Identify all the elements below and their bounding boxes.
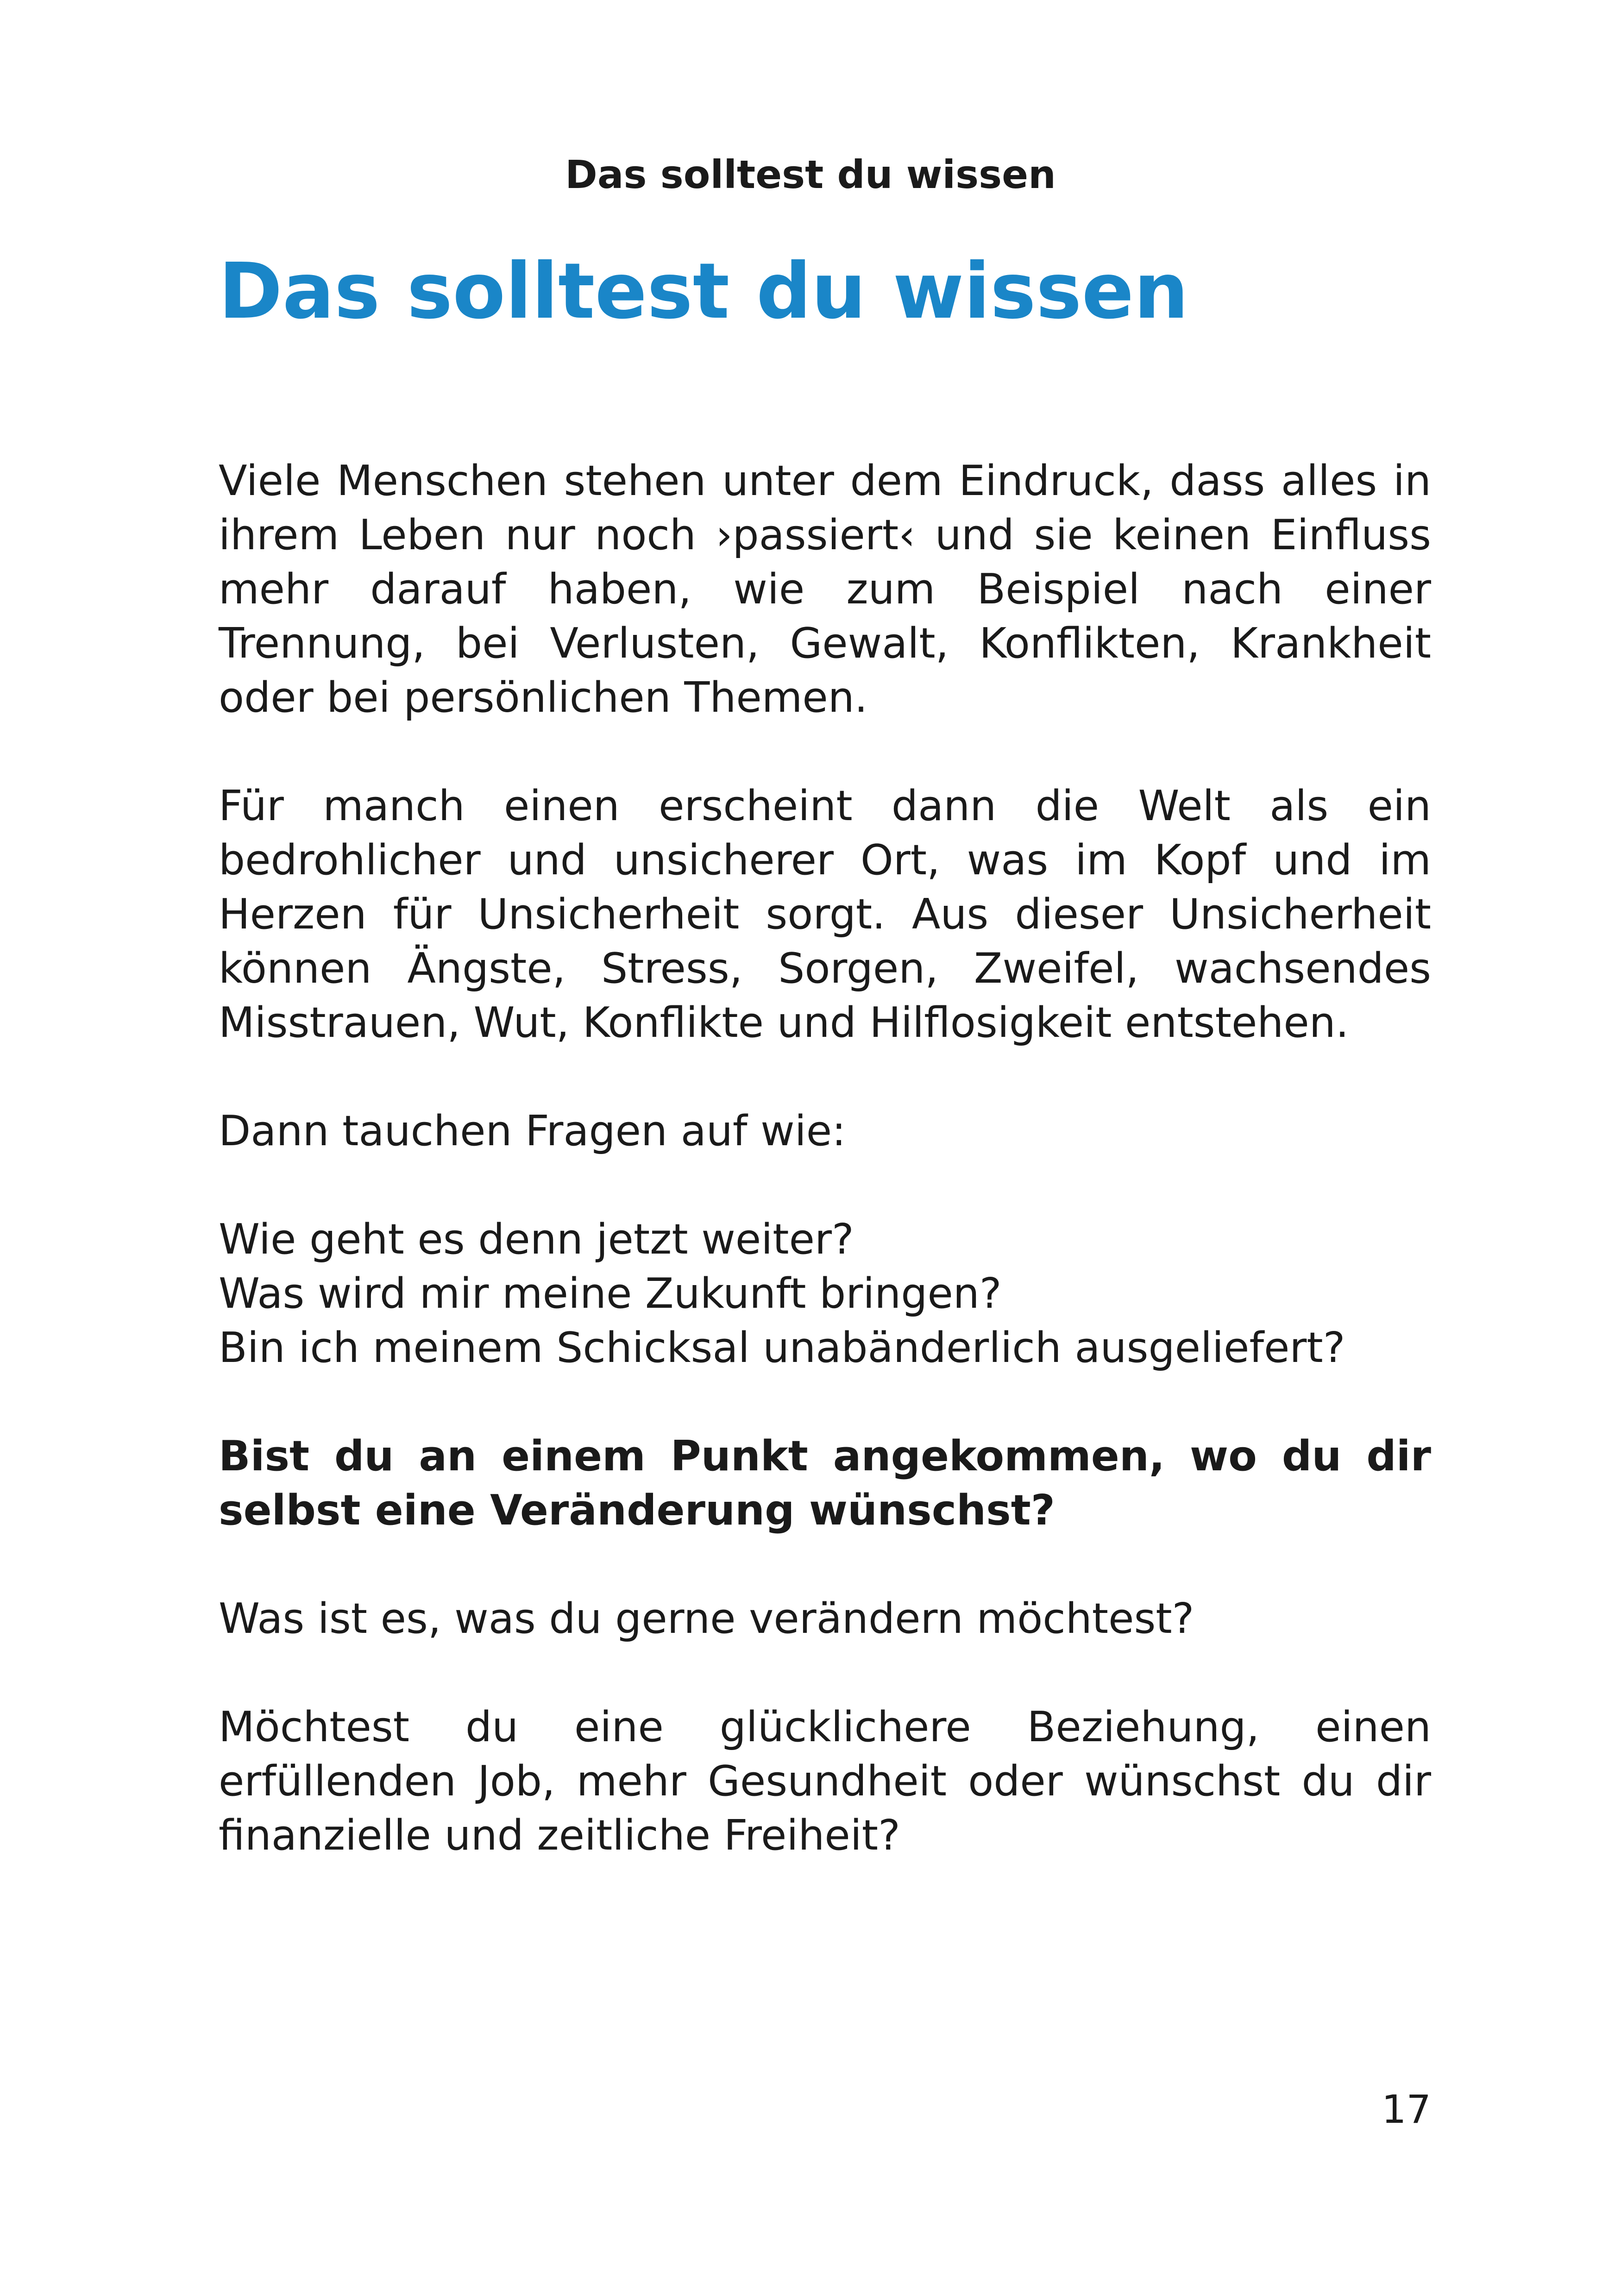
page-number: 17 — [1382, 2087, 1431, 2132]
chapter-title: Das solltest du wissen — [219, 247, 1189, 336]
question-line: Wie geht es denn jetzt weiter? — [219, 1215, 854, 1264]
bold-question: Bist du an einem Punkt angekommen, wo du dir selbst eine Veränderung wünschst? — [219, 1432, 1431, 1535]
question-list — [219, 1212, 1431, 1375]
paragraph-intro: Viele Menschen stehen unter dem Eindruck, dass alles in ihrem Leben nur noch ›passiert‹ und sie keinen Einfluss mehr darauf haben, wie zum Beispiel nach einer Trennung, bei Verlusten, Gewalt, Konflikten, Krankheit oder bei persönlichen Themen. — [219, 457, 1431, 722]
running-head: Das solltest du wissen — [565, 152, 1056, 197]
question-line: Was wird mir meine Zukunft bringen? — [219, 1269, 1002, 1318]
paragraph-change: Was ist es, was du gerne verändern möchtest? — [219, 1594, 1194, 1643]
body-text — [219, 454, 1431, 1917]
question-line: Bin ich meinem Schicksal unabänderlich ausgeliefert? — [219, 1324, 1345, 1372]
paragraph-questions-intro: Dann tauchen Fragen auf wie: — [219, 1107, 846, 1155]
paragraph-world: Für manch einen erscheint dann die Welt als ein bedrohlicher und unsicherer Ort, was im Kopf und im Herzen für Unsicherheit sorgt. Aus dieser Unsicherheit können Ängste, Stress, Sorgen, Zweifel, wachsendes Misstrauen, Wut, Konflikte und Hilflosigkeit entstehen. — [219, 782, 1431, 1047]
paragraph-wishes: Möchtest du eine glücklichere Beziehung, einen erfüllenden Job, mehr Gesundheit oder wünschst du dir finanzielle und zeitliche Freiheit? — [219, 1703, 1431, 1860]
